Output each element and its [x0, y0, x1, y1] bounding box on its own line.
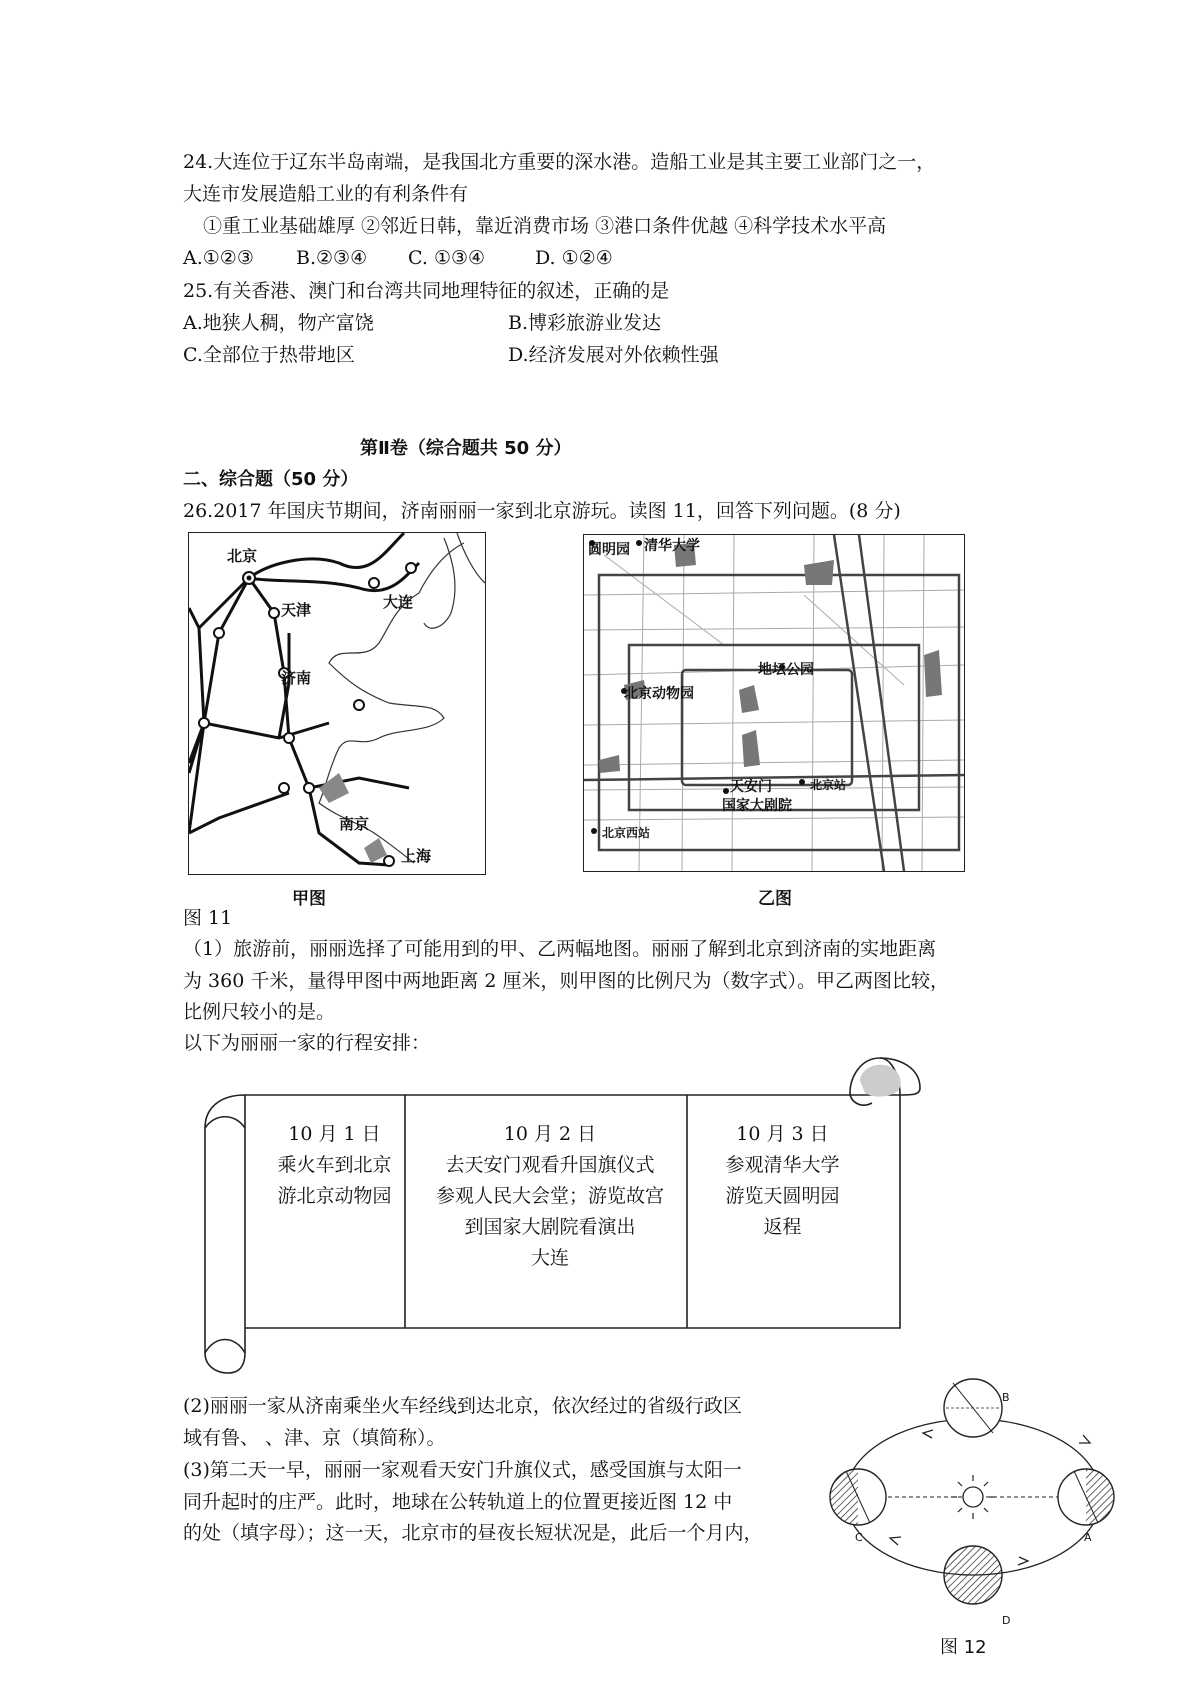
figure12-label-c: C — [855, 1531, 863, 1544]
map-yi-place-grand-theatre: 国家大剧院 — [722, 798, 792, 814]
q24-stem-line2: 大连市发展造船工业的有利条件有 — [183, 183, 469, 205]
schedule-day1-date: 10 月 1 日 — [288, 1123, 381, 1145]
q26-stem: 26.2017 年国庆节期间，济南丽丽一家到北京游玩。读图 11，回答下列问题。(8 分) — [183, 500, 901, 522]
q25-choice-d: D.经济发展对外依赖性强 — [508, 344, 719, 366]
q25-choice-b: B.博彩旅游业发达 — [508, 312, 662, 334]
schedule-day3-line2: 游览天圆明园 — [725, 1185, 840, 1207]
map-yi-place-ditan: 地坛公园 — [758, 662, 814, 678]
itinerary-intro: 以下为丽丽一家的行程安排： — [183, 1032, 431, 1054]
schedule-day3 — [710, 1119, 855, 1243]
figure12-label-b: B — [1002, 1391, 1010, 1404]
schedule-day1 — [262, 1119, 407, 1212]
q25-choice-c: C.全部位于热带地区 — [183, 344, 355, 366]
q24-choice-d: D. ①②④ — [535, 247, 613, 269]
map-jia-city-dalian: 大连 — [383, 593, 414, 611]
q25-choice-a: A.地狭人稠，物产富饶 — [183, 312, 374, 334]
schedule-day2-line1: 去天安门观看升国旗仪式 — [445, 1154, 655, 1176]
schedule-day2 — [420, 1119, 680, 1274]
schedule-day2-date: 10 月 2 日 — [503, 1123, 597, 1145]
map-yi-place-beijing-west-station: 北京西站 — [602, 826, 651, 840]
schedule-day2-line2: 参观人民大会堂；游览故宫 — [435, 1185, 664, 1207]
map-jia-lines — [189, 533, 485, 874]
q26-sub1-line3: 比例尺较小的是。 — [183, 1001, 336, 1023]
schedule-day3-line1: 参观清华大学 — [725, 1154, 840, 1176]
section-heading: 二、综合题（50 分） — [183, 469, 359, 490]
q26-sub2-line1: (2)丽丽一家从济南乘坐火车经线到达北京，依次经过的省级行政区 — [183, 1395, 742, 1417]
map-jia-caption: 甲图 — [292, 889, 326, 909]
q24-choice-c: C. ①③④ — [408, 247, 486, 269]
map-yi-place-yuanmingyuan: 圆明园 — [588, 542, 630, 558]
map-yi-place-zoo: 北京动物园 — [624, 686, 694, 702]
map-jia-city-nanjing: 南京 — [339, 815, 370, 833]
map-jia-city-shanghai: 上海 — [401, 847, 432, 865]
map-yi-place-beijing-station: 北京站 — [810, 778, 847, 792]
schedule-day3-date: 10 月 3 日 — [736, 1123, 829, 1145]
figure12-caption: 图 12 — [940, 1637, 987, 1658]
q25-stem: 25.有关香港、澳门和台湾共同地理特征的叙述，正确的是 — [183, 280, 670, 302]
schedule-day3-line3: 返程 — [763, 1216, 802, 1238]
map-jia-city-tianjin: 天津 — [281, 601, 312, 619]
q24-choice-b: B.②③④ — [296, 247, 368, 269]
map-jia — [188, 532, 486, 875]
q26-sub1-line2: 为 360 千米，量得甲图中两地距离 2 厘米，则甲图的比例尺为（数字式）。甲乙两图比较， — [183, 970, 950, 992]
map-yi-place-tsinghua: 清华大学 — [644, 538, 700, 554]
map-yi-place-tiananmen: 天安门 — [730, 779, 772, 795]
q26-sub1-line1: （1）旅游前，丽丽选择了可能用到的甲、乙两幅地图。丽丽了解到北京到济南的实地距离 — [183, 938, 937, 960]
map-yi — [583, 534, 965, 872]
map-jia-city-beijing: 北京 — [227, 547, 258, 565]
q24-choice-a: A.①②③ — [183, 247, 254, 269]
figure12-label-a: A — [1084, 1531, 1092, 1544]
schedule-day2-line3: 到国家大剧院看演出 — [464, 1216, 636, 1238]
schedule-day2-line4: 大连 — [530, 1247, 569, 1269]
schedule-day1-line1: 乘火车到北京 — [277, 1154, 392, 1176]
section-title: 第Ⅱ卷（综合题共 50 分） — [360, 438, 572, 459]
map-yi-lines — [584, 535, 964, 871]
figure11-label: 图 11 — [183, 907, 233, 929]
q24-options-line: ①重工业基础雄厚 ②邻近日韩，靠近消费市场 ③港口条件优越 ④科学技术水平高 — [203, 215, 887, 237]
schedule-day1-line2: 游北京动物园 — [277, 1185, 392, 1207]
q24-stem-line1: 24.大连位于辽东半岛南端，是我国北方重要的深水港。造船工业是其主要工业部门之一， — [183, 151, 936, 173]
q26-sub3-line2: 同升起时的庄严。此时，地球在公转轨道上的位置更接近图 12 中 — [183, 1491, 733, 1513]
map-yi-caption: 乙图 — [758, 889, 792, 909]
figure12-label-d: D — [1002, 1614, 1011, 1627]
q26-sub2-line2: 域有鲁、 、津、京（填简称）。 — [183, 1427, 446, 1449]
figure12-orbit — [828, 1375, 1120, 1625]
q26-sub3-line3: 的处（填字母）；这一天，北京市的昼夜长短状况是，此后一个月内， — [183, 1522, 763, 1544]
map-jia-city-jinan: 济南 — [281, 669, 312, 687]
q26-sub3-line1: (3)第二天一早，丽丽一家观看天安门升旗仪式，感受国旗与太阳一 — [183, 1459, 742, 1481]
